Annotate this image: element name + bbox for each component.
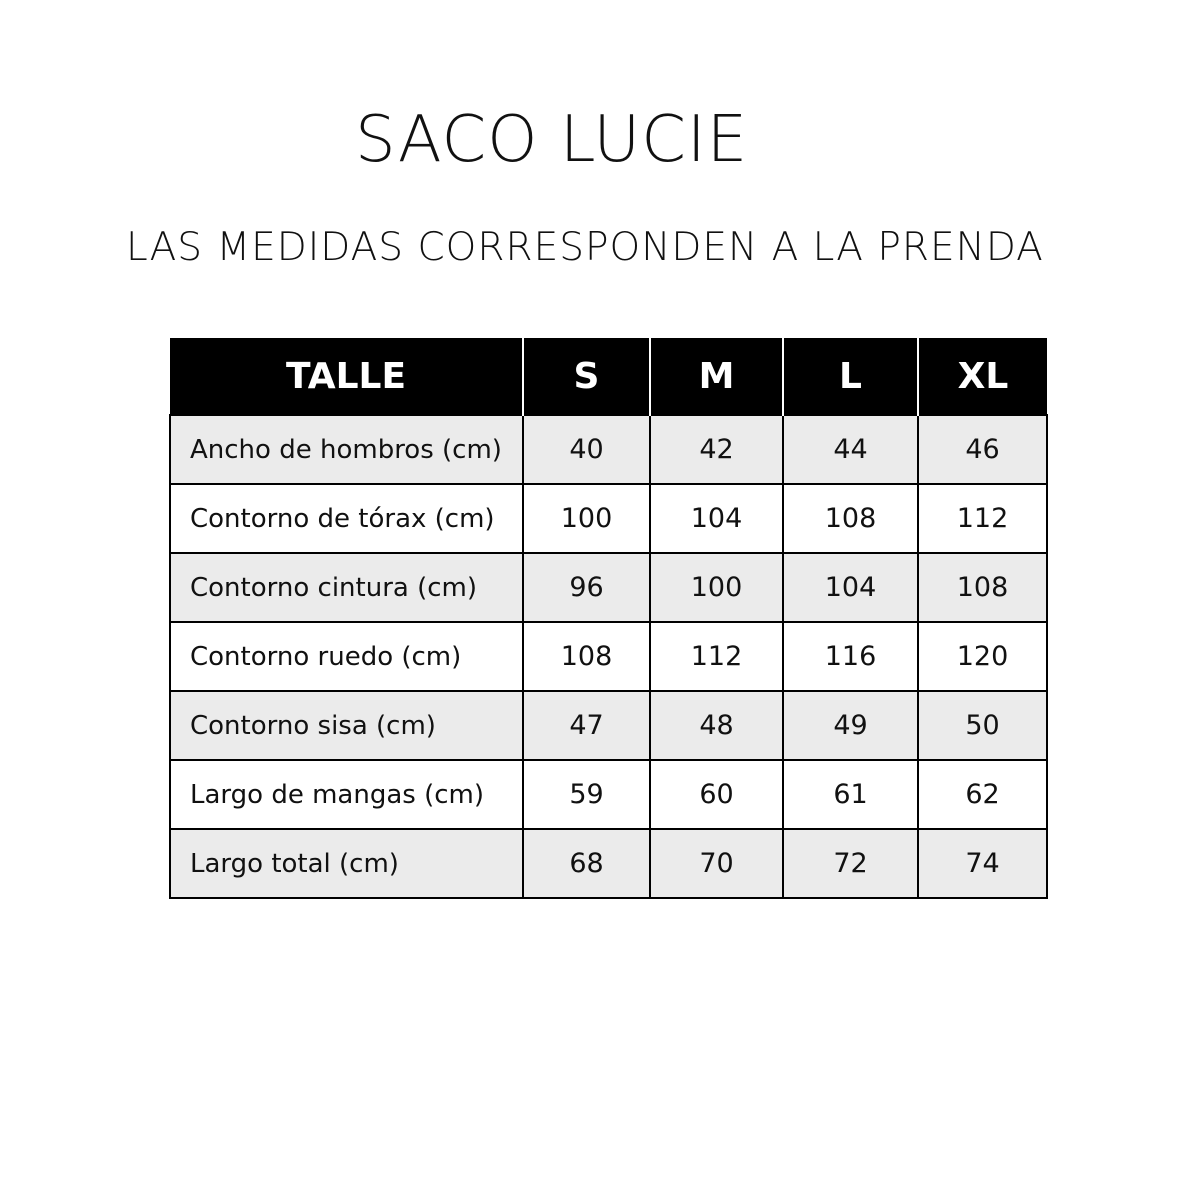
row-label: Contorno ruedo (cm) bbox=[170, 622, 523, 691]
cell-value: 59 bbox=[523, 760, 650, 829]
cell-value: 60 bbox=[650, 760, 783, 829]
row-label: Contorno sisa (cm) bbox=[170, 691, 523, 760]
row-label: Ancho de hombros (cm) bbox=[170, 415, 523, 484]
table-header-row bbox=[170, 338, 1047, 415]
cell-value: 50 bbox=[918, 691, 1047, 760]
table-row bbox=[170, 691, 1047, 760]
cell-value: 112 bbox=[918, 484, 1047, 553]
cell-value: 116 bbox=[783, 622, 918, 691]
cell-value: 46 bbox=[918, 415, 1047, 484]
cell-value: 42 bbox=[650, 415, 783, 484]
cell-value: 120 bbox=[918, 622, 1047, 691]
cell-value: 104 bbox=[650, 484, 783, 553]
cell-value: 108 bbox=[918, 553, 1047, 622]
page-subtitle: LAS MEDIDAS CORRESPONDEN A LA PRENDA bbox=[126, 225, 1044, 270]
page-title: SACO LUCIE bbox=[355, 103, 749, 177]
cell-value: 74 bbox=[918, 829, 1047, 898]
cell-value: 48 bbox=[650, 691, 783, 760]
header-talle: TALLE bbox=[170, 338, 523, 415]
row-label: Contorno de tórax (cm) bbox=[170, 484, 523, 553]
table-row bbox=[170, 415, 1047, 484]
header-size-l: L bbox=[783, 338, 918, 415]
row-label: Largo de mangas (cm) bbox=[170, 760, 523, 829]
cell-value: 68 bbox=[523, 829, 650, 898]
cell-value: 62 bbox=[918, 760, 1047, 829]
table-row bbox=[170, 829, 1047, 898]
cell-value: 72 bbox=[783, 829, 918, 898]
cell-value: 47 bbox=[523, 691, 650, 760]
cell-value: 61 bbox=[783, 760, 918, 829]
cell-value: 108 bbox=[523, 622, 650, 691]
cell-value: 100 bbox=[523, 484, 650, 553]
cell-value: 112 bbox=[650, 622, 783, 691]
table-row bbox=[170, 553, 1047, 622]
header-size-s: S bbox=[523, 338, 650, 415]
cell-value: 40 bbox=[523, 415, 650, 484]
table-row bbox=[170, 760, 1047, 829]
header-size-xl: XL bbox=[918, 338, 1047, 415]
cell-value: 104 bbox=[783, 553, 918, 622]
cell-value: 96 bbox=[523, 553, 650, 622]
size-chart-table bbox=[169, 338, 1048, 899]
table-row bbox=[170, 484, 1047, 553]
cell-value: 49 bbox=[783, 691, 918, 760]
table-row bbox=[170, 622, 1047, 691]
header-size-m: M bbox=[650, 338, 783, 415]
cell-value: 44 bbox=[783, 415, 918, 484]
cell-value: 70 bbox=[650, 829, 783, 898]
row-label: Contorno cintura (cm) bbox=[170, 553, 523, 622]
cell-value: 100 bbox=[650, 553, 783, 622]
cell-value: 108 bbox=[783, 484, 918, 553]
row-label: Largo total (cm) bbox=[170, 829, 523, 898]
